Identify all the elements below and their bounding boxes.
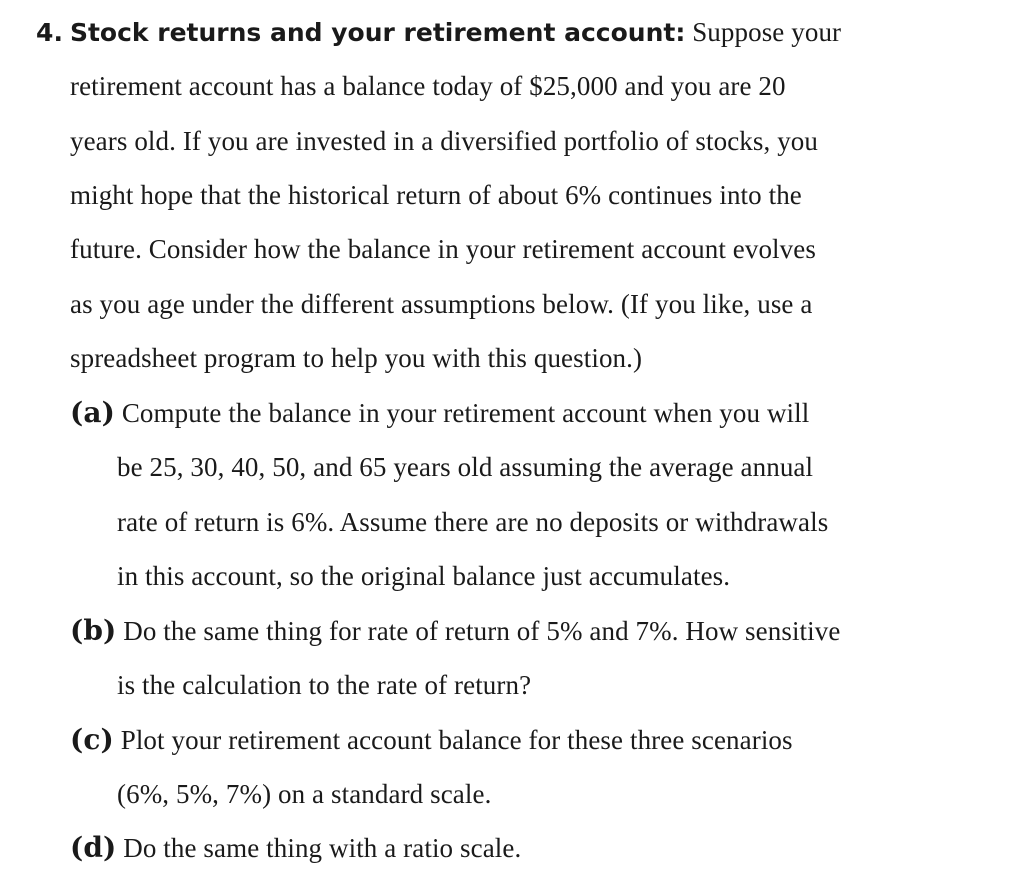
part-a-first-line (70, 396, 809, 430)
part-b-text: Do the same thing for rate of return of 5% and 7%. How sensitive (123, 616, 841, 646)
part-b-label: (b) (70, 614, 117, 647)
part-a-text: in this account, so the original balance just accumulates. (117, 561, 731, 591)
intro-line: as you age under the different assumptions below. (If you like, use a (70, 289, 813, 319)
part-c-text: Plot your retirement account balance for these three scenarios (120, 725, 793, 755)
part-d-text: Do the same thing with a ratio scale. (123, 833, 522, 863)
intro-line: retirement account has a balance today of $25,000 and you are 20 (70, 71, 786, 101)
part-a-text: rate of return is 6%. Assume there are no deposits or withdrawals (117, 507, 829, 537)
part-c-label: (c) (70, 723, 114, 756)
part-b-text: is the calculation to the rate of return? (117, 670, 532, 700)
intro-line: future. Consider how the balance in your retirement account evolves (70, 234, 816, 264)
part-a-text: Compute the balance in your retirement account when you will (121, 398, 810, 428)
intro-line: spreadsheet program to help you with this question.) (70, 343, 643, 373)
part-d-first-line (70, 831, 521, 865)
intro-line: years old. If you are invested in a diversified portfolio of stocks, you (70, 126, 819, 156)
problem-title: Stock returns and your retirement account: (69, 18, 686, 47)
problem-number: 4. (36, 18, 64, 47)
part-a-text: be 25, 30, 40, 50, and 65 years old assuming the average annual (117, 452, 814, 482)
part-a-label: (a) (70, 396, 115, 429)
part-c-text: (6%, 5%, 7%) on a standard scale. (117, 779, 492, 809)
problem-heading-line (36, 15, 841, 50)
part-b-first-line (70, 614, 840, 648)
part-d-label: (d) (70, 831, 117, 864)
intro-line: Suppose your (692, 17, 842, 47)
intro-line: might hope that the historical return of about 6% continues into the (70, 180, 802, 210)
part-c-first-line (70, 723, 793, 757)
